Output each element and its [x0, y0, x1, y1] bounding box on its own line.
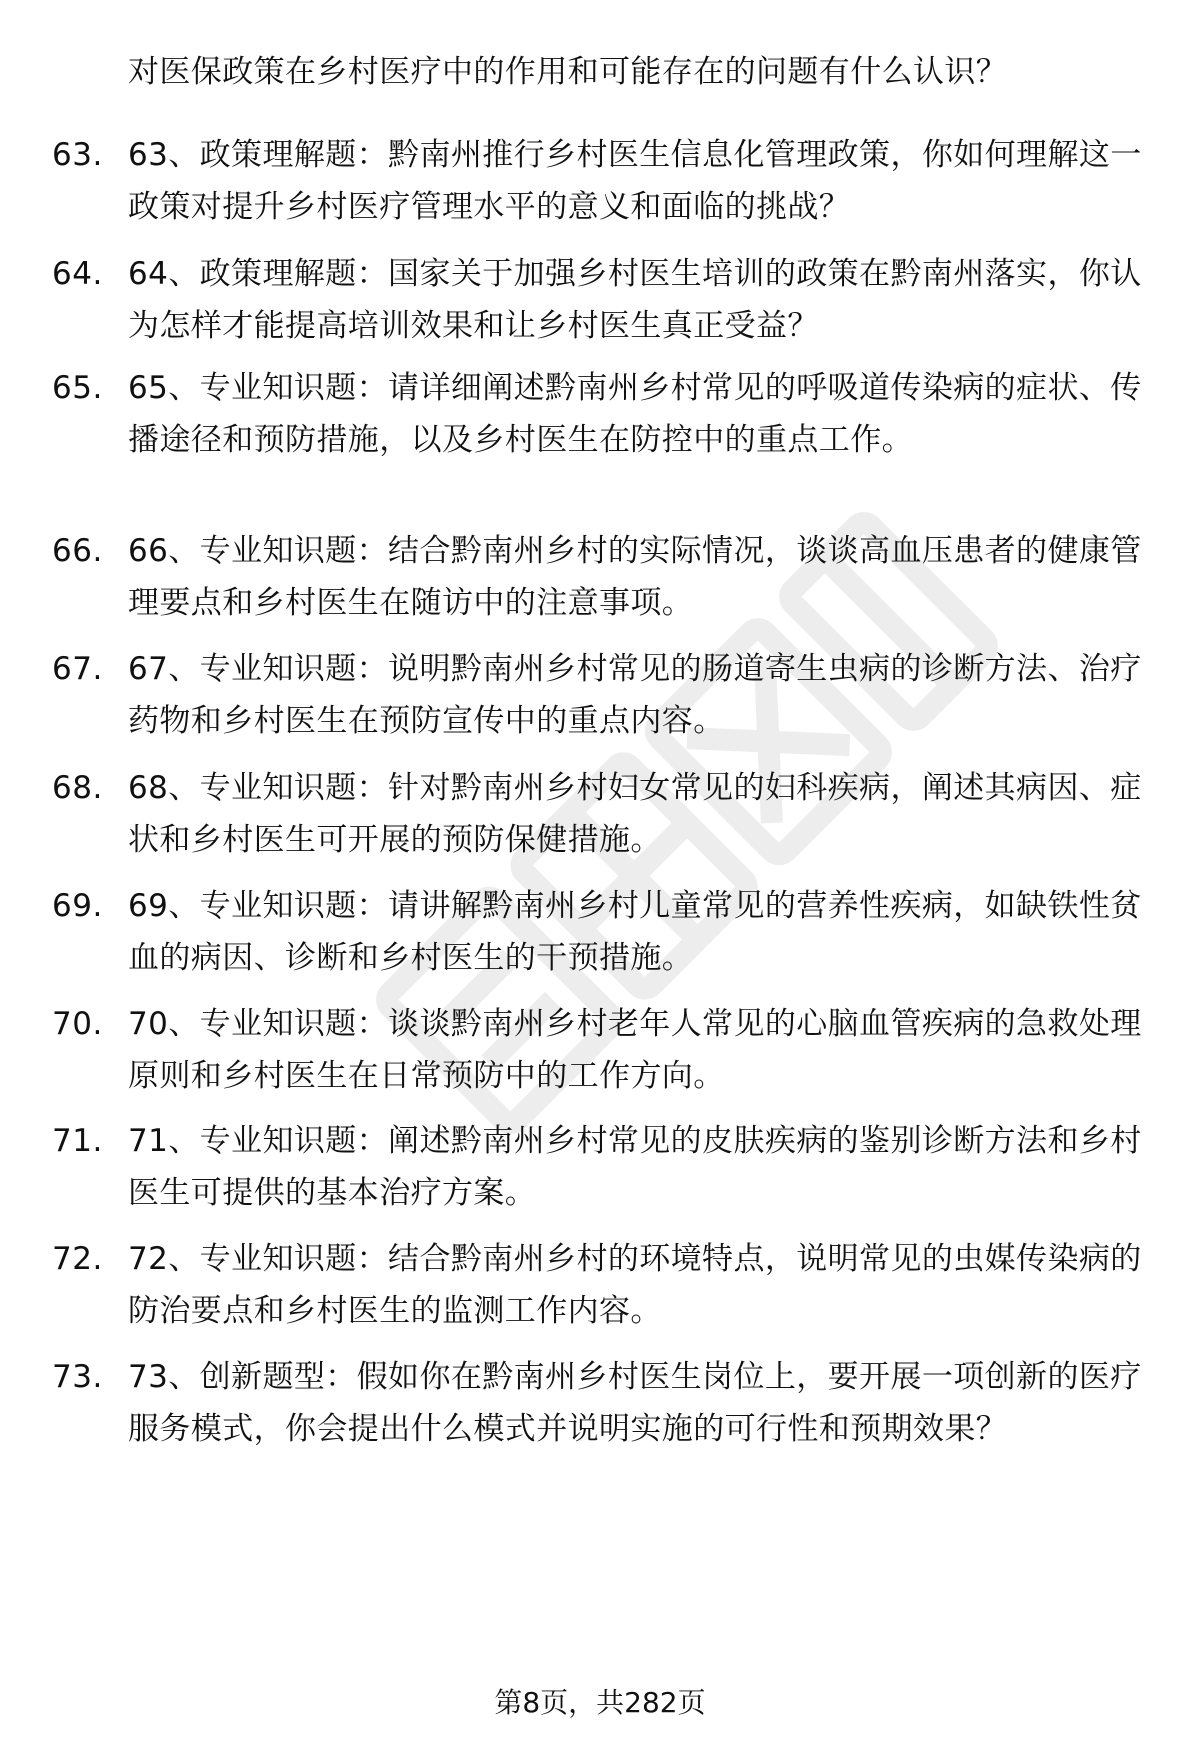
item-text: 66、专业知识题：结合黔南州乡村的实际情况，谈谈高血压患者的健康管理要点和乡村医生在随访中的注意事项。 [128, 533, 1142, 621]
item-text: 65、专业知识题：请详细阐述黔南州乡村常见的呼吸道传染病的症状、传播途径和预防措施，以及乡村医生在防控中的重点工作。 [128, 370, 1142, 458]
item-text: 64、政策理解题：国家关于加强乡村医生培训的政策在黔南州落实，你认为怎样才能提高培训效果和让乡村医生真正受益？ [128, 256, 1142, 344]
item-number: 64. [52, 256, 103, 292]
item-text: 63、政策理解题：黔南州推行乡村医生信息化管理政策，你如何理解这一政策对提升乡村医疗管理水平的意义和面临的挑战？ [128, 137, 1142, 225]
item-number: 71. [52, 1123, 103, 1159]
item-number: 63. [52, 137, 103, 173]
continuation-text: 对医保政策在乡村医疗中的作用和可能存在的问题有什么认识？ [128, 54, 1008, 90]
item-number: 73. [52, 1359, 103, 1395]
item-number: 72. [52, 1241, 103, 1277]
item-text: 71、专业知识题：阐述黔南州乡村常见的皮肤疾病的鉴别诊断方法和乡村医生可提供的基本治疗方案。 [128, 1123, 1142, 1211]
page-footer: 第8页，共282页 [494, 1686, 706, 1719]
item-text: 68、专业知识题：针对黔南州乡村妇女常见的妇科疾病，阐述其病因、症状和乡村医生可开展的预防保健措施。 [128, 770, 1142, 858]
item-number: 69. [52, 888, 103, 924]
item-number: 66. [52, 533, 103, 569]
item-text: 69、专业知识题：请讲解黔南州乡村儿童常见的营养性疾病，如缺铁性贫血的病因、诊断和乡村医生的干预措施。 [128, 888, 1142, 976]
item-text: 73、创新题型：假如你在黔南州乡村医生岗位上，要开展一项创新的医疗服务模式，你会提出什么模式并说明实施的可行性和预期效果？ [128, 1359, 1142, 1447]
item-number: 70. [52, 1006, 103, 1042]
item-text: 67、专业知识题：说明黔南州乡村常见的肠道寄生虫病的诊断方法、治疗药物和乡村医生在预防宣传中的重点内容。 [128, 651, 1142, 739]
item-number: 68. [52, 770, 103, 806]
item-text: 70、专业知识题：谈谈黔南州乡村老年人常见的心脑血管疾病的急救处理原则和乡村医生在日常预防中的工作方向。 [128, 1006, 1142, 1094]
item-number: 65. [52, 370, 103, 406]
item-text: 72、专业知识题：结合黔南州乡村的环境特点，说明常见的虫媒传染病的防治要点和乡村医生的监测工作内容。 [128, 1241, 1142, 1329]
item-number: 67. [52, 651, 103, 687]
